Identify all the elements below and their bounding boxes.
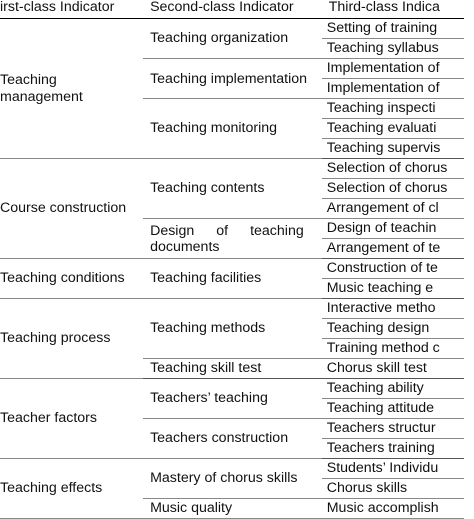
- third-class-cell: Teachers structur: [322, 419, 464, 439]
- third-class-cell: Music teaching e: [322, 279, 464, 299]
- second-class-cell: Teachers’ teaching: [143, 379, 322, 419]
- third-class-cell: Chorus skills: [322, 479, 464, 499]
- table-row: [0, 459, 464, 479]
- table-row: [0, 159, 464, 179]
- third-class-cell: Teaching supervis: [322, 139, 464, 159]
- third-class-cell: Arrangement of cl: [322, 199, 464, 219]
- second-class-cell: Teaching facilities: [143, 259, 322, 299]
- header-second-class: Second-class Indicator: [143, 0, 322, 19]
- third-class-cell: Teaching evaluati: [322, 119, 464, 139]
- third-class-cell: Chorus skill test: [322, 359, 464, 379]
- first-class-cell: Teaching process: [0, 299, 143, 379]
- third-class-cell: Setting of training: [322, 19, 464, 39]
- table-row: [0, 259, 464, 279]
- third-class-cell: Students’ Individu: [322, 459, 464, 479]
- third-class-cell: Music accomplish: [322, 499, 464, 519]
- third-class-cell: Interactive metho: [322, 299, 464, 319]
- second-class-cell: Teaching monitoring: [143, 99, 322, 159]
- table-row: [0, 299, 464, 319]
- second-class-cell: Music quality: [143, 499, 322, 519]
- table-row: [0, 379, 464, 399]
- second-class-cell: Teaching implementation: [143, 59, 322, 99]
- third-class-cell: Selection of chorus: [322, 159, 464, 179]
- third-class-cell: Teaching attitude: [322, 399, 464, 419]
- third-class-cell: Teaching syllabus: [322, 39, 464, 59]
- second-class-cell: Teaching methods: [143, 299, 322, 359]
- third-class-cell: Teachers training: [322, 439, 464, 459]
- first-class-cell: Teacher factors: [0, 379, 143, 459]
- second-class-cell: Teachers construction: [143, 419, 322, 459]
- header-first-class: irst-class Indicator: [0, 0, 143, 19]
- first-class-cell: Teaching conditions: [0, 259, 143, 299]
- third-class-cell: Implementation of: [322, 59, 464, 79]
- second-class-cell: [143, 219, 322, 259]
- third-class-cell: Training method c: [322, 339, 464, 359]
- first-class-cell: Teaching management: [0, 19, 143, 159]
- third-class-cell: Teaching inspecti: [322, 99, 464, 119]
- third-class-cell: Construction of te: [322, 259, 464, 279]
- third-class-cell: Design of teachin: [322, 219, 464, 239]
- first-class-cell: Teaching effects: [0, 459, 143, 519]
- second-class-cell: Mastery of chorus skills: [143, 459, 322, 499]
- first-class-cell: Course construction: [0, 159, 143, 259]
- second-class-cell: Teaching contents: [143, 159, 322, 219]
- header-third-class: Third-class Indica: [322, 0, 464, 19]
- design-of-teaching-documents-label: Design of teaching documents: [150, 222, 304, 255]
- third-class-cell: Arrangement of te: [322, 239, 464, 259]
- second-class-cell: Teaching organization: [143, 19, 322, 59]
- second-class-cell: Teaching skill test: [143, 359, 322, 379]
- third-class-cell: Selection of chorus: [322, 179, 464, 199]
- third-class-cell: Implementation of: [322, 79, 464, 99]
- table-row: [0, 19, 464, 39]
- third-class-cell: Teaching design: [322, 319, 464, 339]
- header-row: [0, 0, 464, 19]
- third-class-cell: Teaching ability: [322, 379, 464, 399]
